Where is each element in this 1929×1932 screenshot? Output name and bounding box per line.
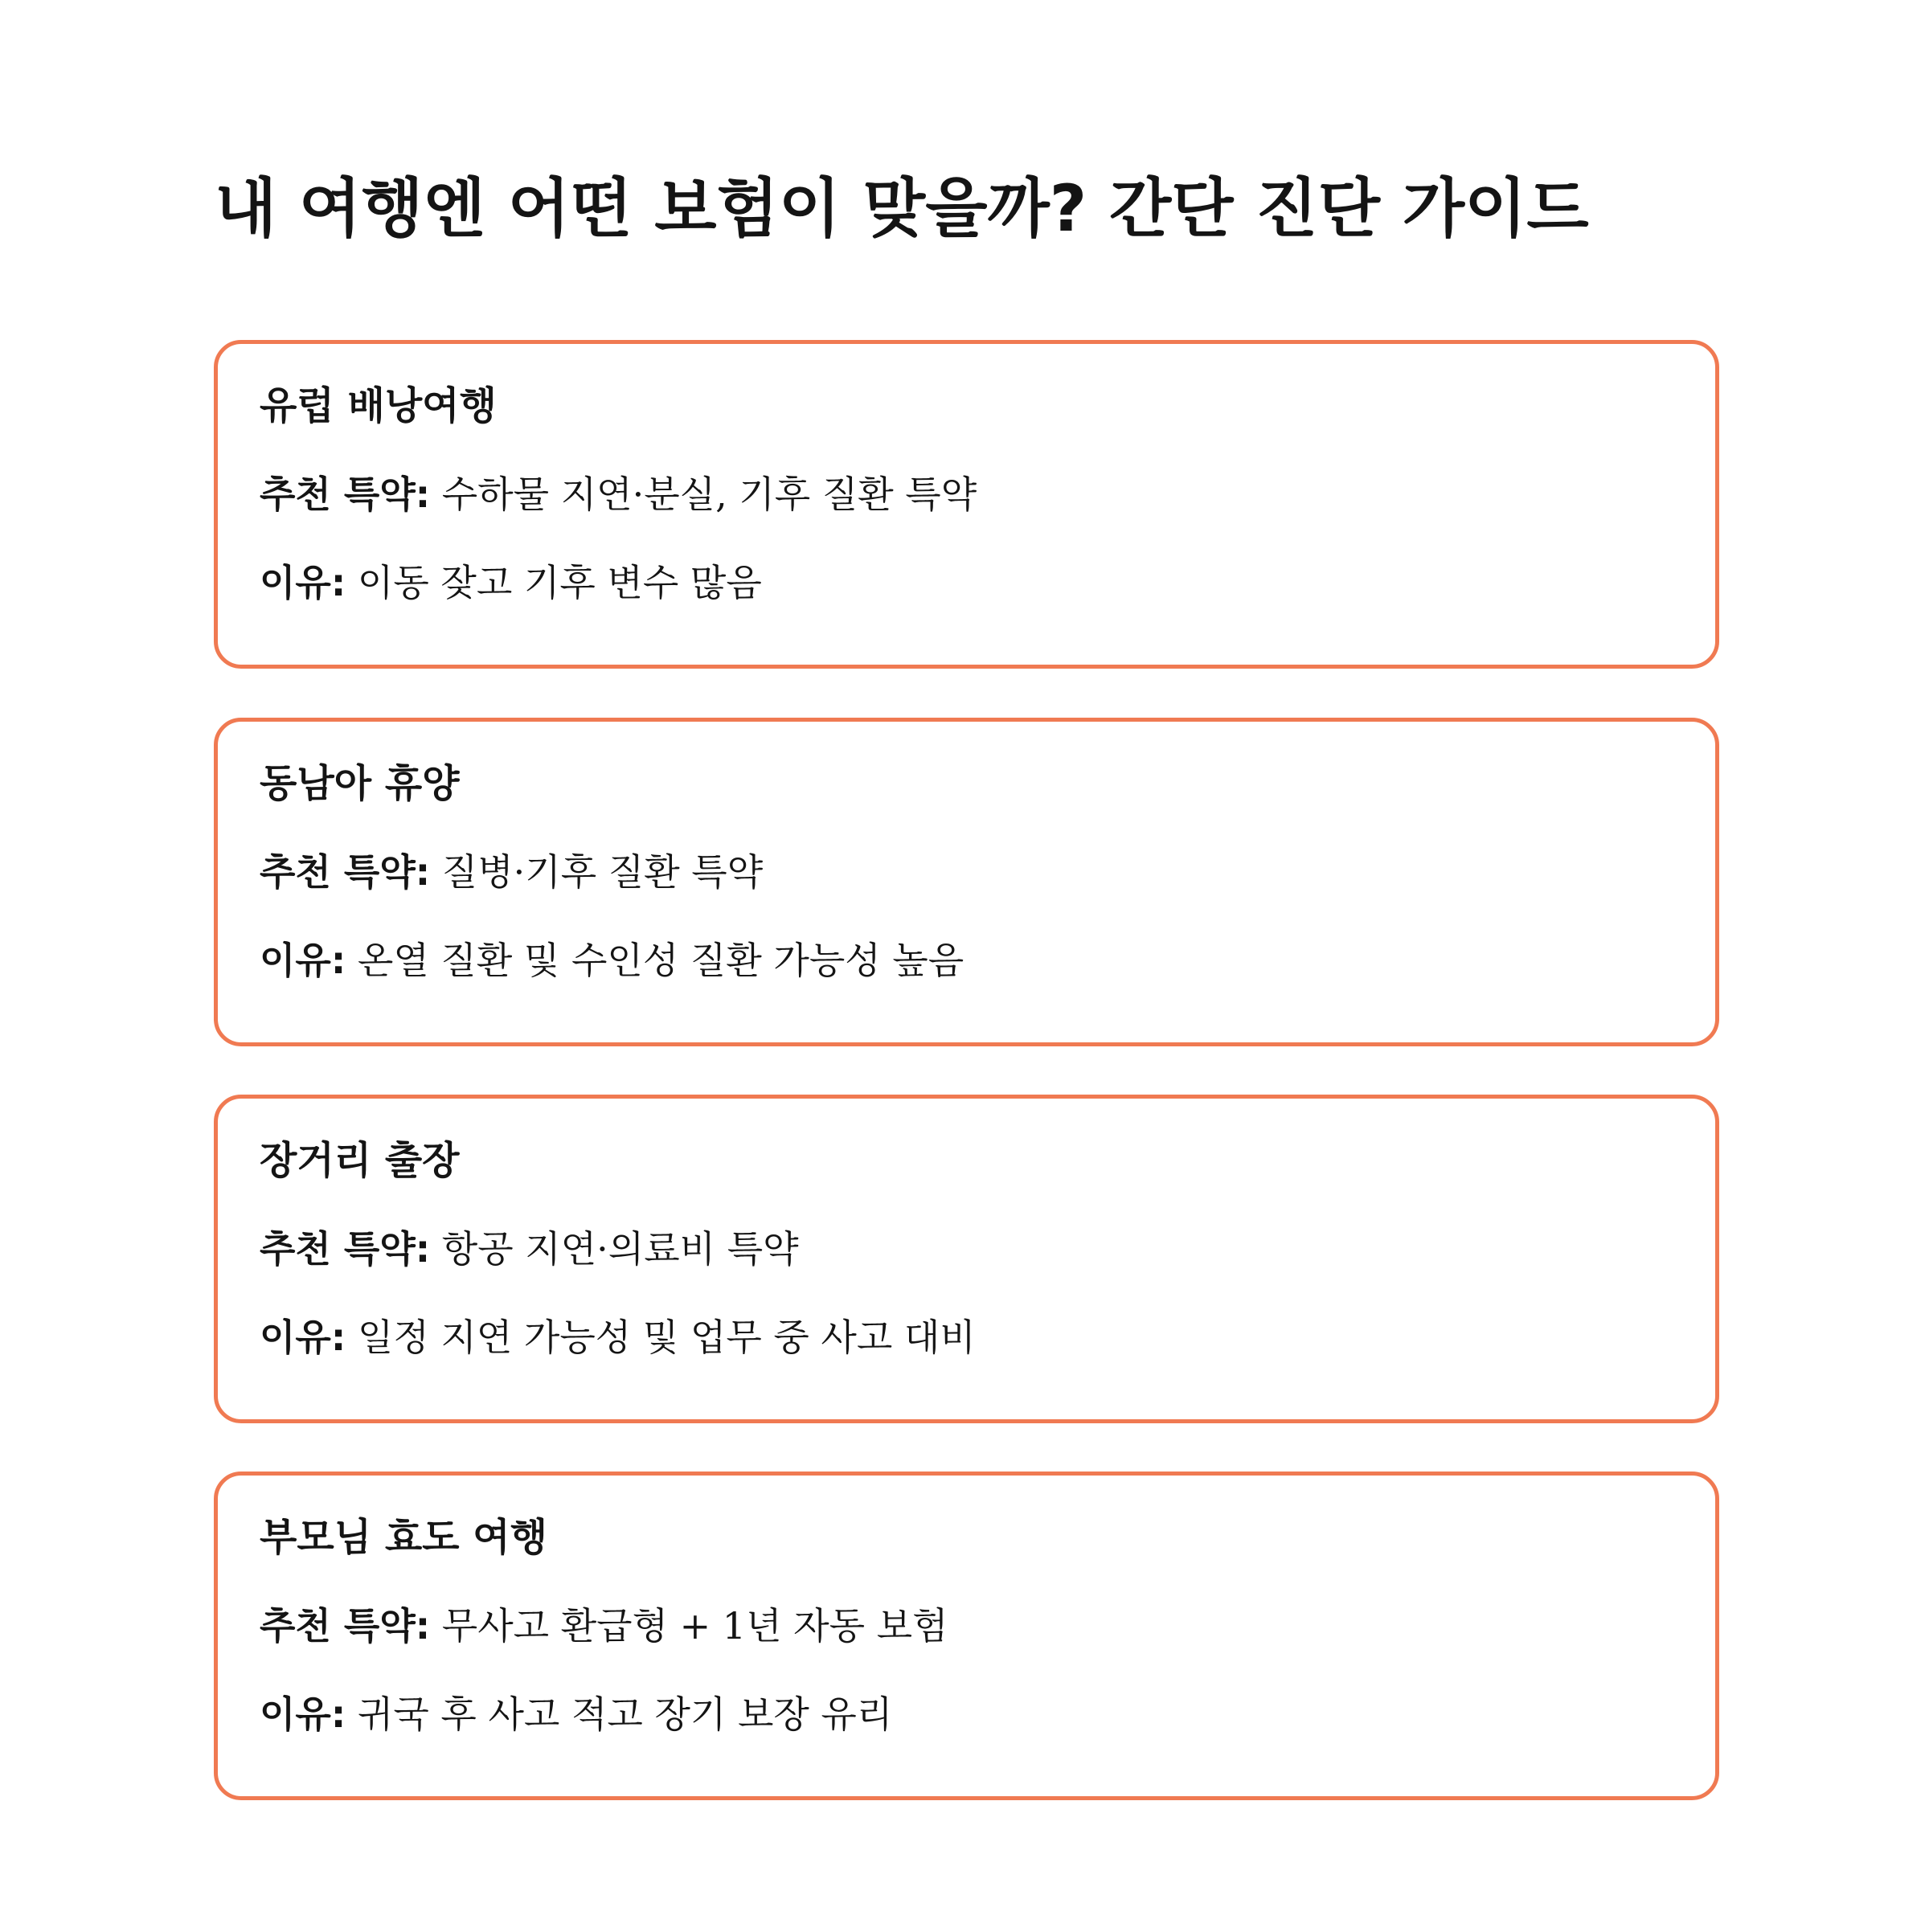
recommended-rider (260, 844, 763, 900)
reason (260, 1309, 976, 1365)
reason (260, 555, 762, 611)
reason (260, 932, 964, 989)
recommended-rider-label: 추천 특약: (260, 1604, 431, 1648)
recommended-rider (260, 1221, 799, 1277)
reason-value: 일정 지연 가능성 및 업무 중 사고 대비 (357, 1316, 976, 1359)
recommended-rider-value: 항공 지연·의료비 특약 (441, 1227, 799, 1271)
recommended-rider-value: 무사고 환급형 + 1년 자동 보험 (441, 1604, 948, 1648)
recommended-rider-label: 추천 특약: (260, 473, 431, 516)
page-title: 내 여행엔 어떤 보험이 맞을까? 간단 진단 가이드 (215, 171, 1589, 246)
reason-value: 온열 질환 및 수인성 질환 가능성 높음 (357, 939, 964, 982)
reason-label: 이유: (260, 561, 346, 604)
reason (260, 1686, 892, 1742)
card-title: 동남아 휴양 (260, 761, 460, 806)
recommended-rider-value: 질병·기후 질환 특약 (441, 850, 764, 894)
reason-label: 이유: (260, 939, 346, 982)
card-parents-trip (214, 1472, 1719, 1800)
card-long-business-trip (214, 1095, 1719, 1423)
card-title: 부모님 효도 여행 (260, 1515, 547, 1560)
reason-label: 이유: (260, 1316, 346, 1359)
reason-label: 이유: (260, 1693, 346, 1736)
recommended-rider-label: 추천 특약: (260, 1227, 431, 1271)
card-title: 유럽 배낭여행 (260, 383, 497, 428)
recommended-rider (260, 466, 977, 522)
card-europe-backpacking (214, 340, 1719, 669)
reason-value: 이동 잦고 기후 변수 많음 (357, 561, 762, 604)
card-southeast-asia-resort (214, 718, 1719, 1046)
reason-value: 귀국 후 사고 적고 장기 보장 유리 (357, 1693, 893, 1736)
recommended-rider-label: 추천 특약: (260, 850, 431, 894)
recommended-rider-value: 수하물 지연·분실, 기후 질환 특약 (441, 473, 977, 516)
card-title: 장거리 출장 (260, 1138, 460, 1183)
recommended-rider (260, 1598, 948, 1654)
